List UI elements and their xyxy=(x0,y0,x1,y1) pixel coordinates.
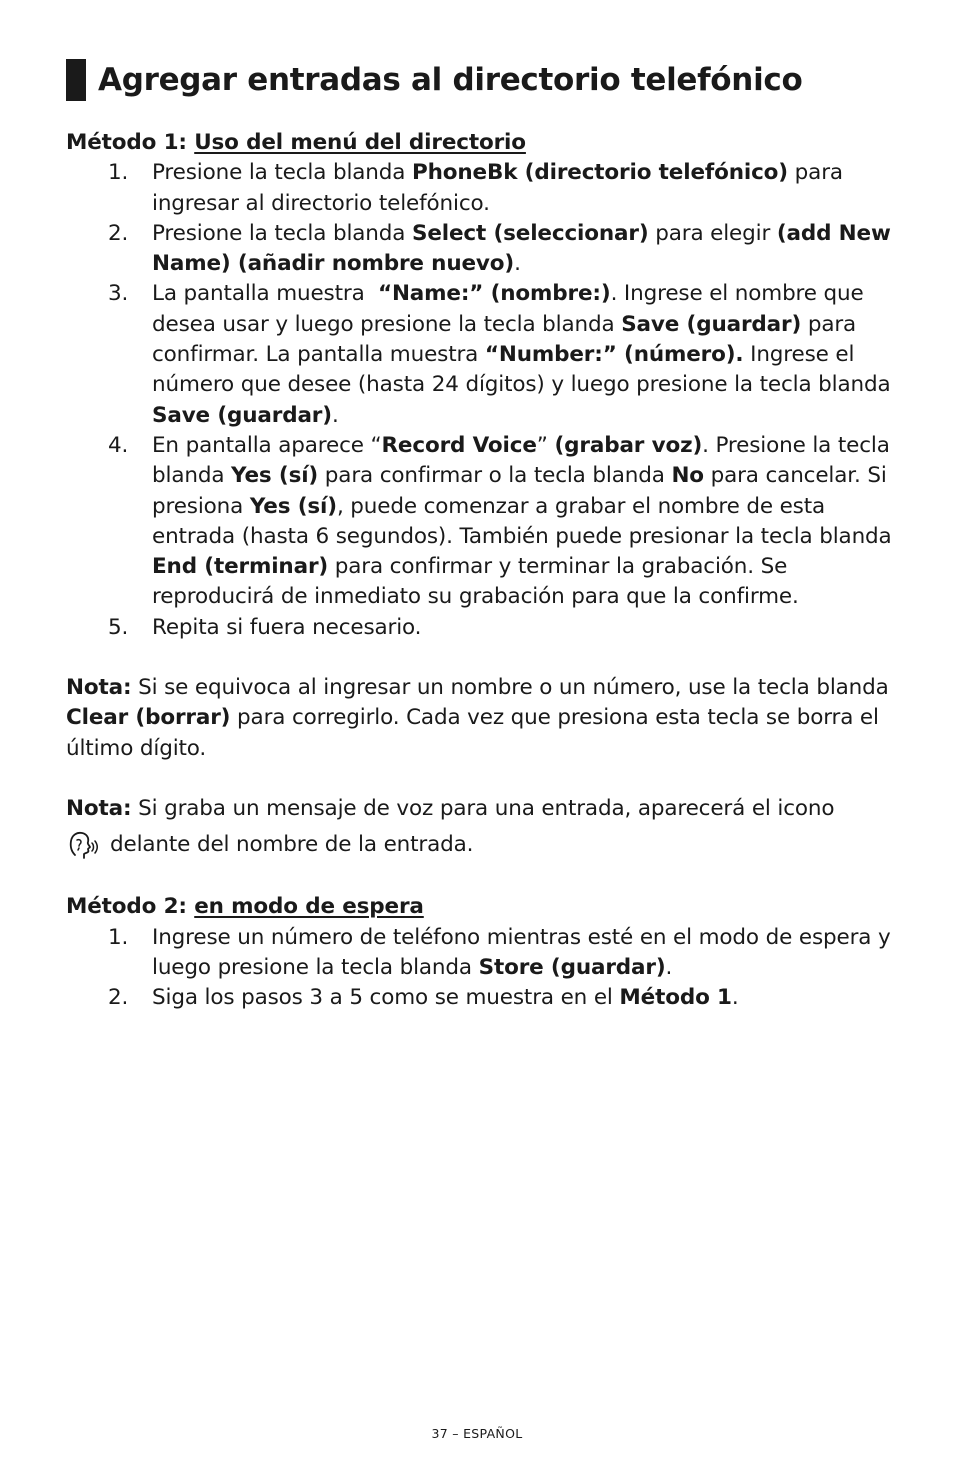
method-2-label: Método 2: xyxy=(66,894,195,920)
content xyxy=(66,128,896,1013)
method-1-steps xyxy=(66,158,896,643)
list-item: 3. La pantalla muestra “Name:” (nombre:). Ingrese el nombre que desea usar y luego presione la tecla blanda Save (guardar) para confirmar. La pantalla muestra “Number:” (número). Ingrese el número que desee (hasta 24 dígitos) y luego presione la tecla blanda Save (guardar). xyxy=(108,281,891,428)
method-2-steps xyxy=(66,923,896,1014)
list-item: 1. Ingrese un número de teléfono mientras esté en el modo de espera y luego presione la tecla blanda Store (guardar). xyxy=(108,924,891,980)
method-2-heading xyxy=(66,892,896,922)
note-label: Nota: xyxy=(66,675,132,701)
list-item: 4. En pantalla aparece “Record Voice” (grabar voz). Presione la tecla blanda Yes (sí) para confirmar o la tecla blanda No para cancelar. Si presiona Yes (sí), puede comenzar a grabar el nombre de esta entrada (hasta 6 segundos). También puede presionar la tecla blanda End (terminar) para confirmar y terminar la grabación. Se reproducirá de inmediato su grabación para que la confirme. xyxy=(108,432,892,610)
method-2-title: en modo de espera xyxy=(194,894,424,920)
page-footer: 37 – ESPAÑOL xyxy=(431,1426,523,1441)
list-item: 2. Siga los pasos 3 a 5 como se muestra en el Método 1. xyxy=(108,985,739,1011)
note-correction: Nota: Si se equivoca al ingresar un nombre o un número, use la tecla blanda Clear (borrar) para corregirlo. Cada vez que presiona esta tecla se borra el último dígito. xyxy=(66,675,889,761)
list-item: 5. Repita si fuera necesario. xyxy=(108,614,422,640)
list-item: 2. Presione la tecla blanda Select (seleccionar) para elegir (add New Name) (añadir nombre nuevo). xyxy=(108,220,891,277)
note-voice-icon: Nota: Si graba un mensaje de voz para una entrada, aparecerá el icono delante del nombre de la entrada. xyxy=(66,794,896,862)
method-1-heading xyxy=(66,128,896,158)
section-heading xyxy=(66,58,926,102)
note-label: Nota: xyxy=(66,795,132,821)
voice-tag-icon xyxy=(66,828,100,862)
method-1-title: Uso del menú del directorio xyxy=(194,130,526,155)
page-title: Agregar entradas al directorio telefónico xyxy=(98,62,803,98)
heading-marker xyxy=(66,59,86,101)
list-item: 1. Presione la tecla blanda PhoneBk (directorio telefónico) para ingresar al directorio telefónico. xyxy=(108,160,843,216)
method-1-label: Método 1: xyxy=(66,130,195,155)
